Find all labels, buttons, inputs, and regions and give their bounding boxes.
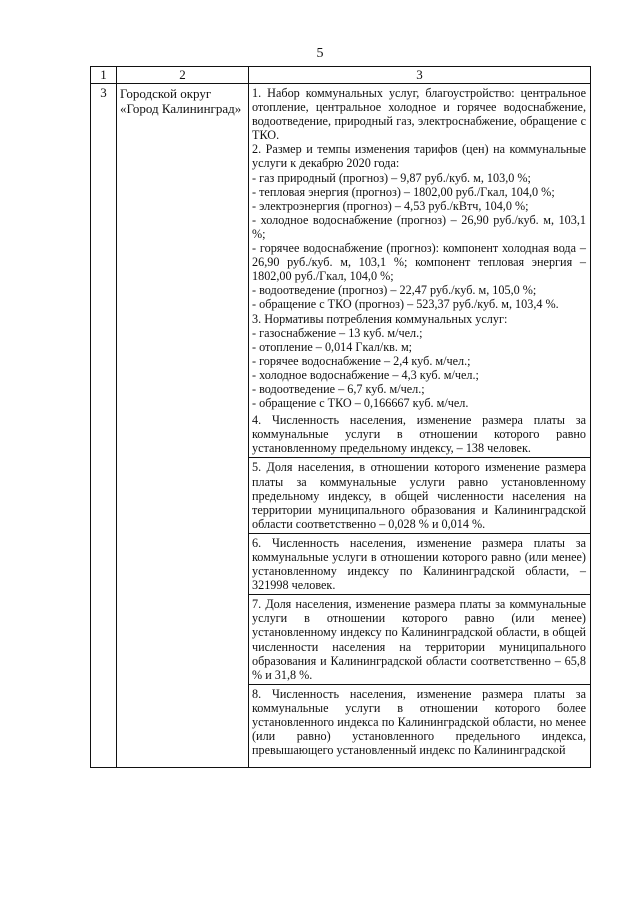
tariff-heat: - тепловая энергия (прогноз) – 1802,00 руб./Гкал, 104,0 %; (252, 184, 555, 199)
paragraph-6: 6. Численность населения, изменение размера платы за коммунальные услуги в отношении которого равно (или менее) установленному индексу по Калининградской области, – 321998 человек. (249, 534, 590, 595)
indicators-cell (249, 84, 591, 768)
tariff-waste: - обращение с ТКО (прогноз) – 523,37 руб./куб. м, 103,4 %. (252, 297, 559, 312)
norm-cold-water: - холодное водоснабжение – 4,3 куб. м/чел.; (252, 367, 479, 382)
paragraph-5: 5. Доля населения, в отношении которого изменение размера платы за коммунальные услуги равно установленному предельному индексу, в общей численности населения на территории муниципального образования и Калининградской области соответственно – 0,028 % и 0,014 %. (249, 458, 590, 533)
norm-hot-water: - горячее водоснабжение – 2,4 куб. м/чел.; (252, 353, 471, 368)
column-header-2: 2 (117, 67, 249, 84)
paragraph-4: 4. Численность населения, изменение размера платы за коммунальные услуги в отношении которого равно установленному предельному индексу, – 138 человек. (249, 411, 590, 458)
paragraph-7: 7. Доля населения, изменение размера платы за коммунальные услуги в отношении которого равно (или менее) установленному индексу по Калининградской области, в общей численности населения на территории муниципального образования и Калининградской области соответственно – 65,8 % и 31,8 %. (249, 595, 590, 685)
document-table (90, 66, 591, 768)
norm-sewerage: - водоотведение – 6,7 куб. м/чел.; (252, 381, 425, 396)
column-header-1: 1 (91, 67, 117, 84)
paragraph-8: 8. Численность населения, изменение размера платы за коммунальные услуги в отношении которого более установленного индекса по Калининградской области, но менее (или равно) установленного предельного индекса, превышающего установленный индекс по Калининградской (252, 686, 586, 758)
tariff-gas: - газ природный (прогноз) – 9,87 руб./куб. м, 103,0 %; (252, 170, 531, 185)
tariff-sewerage: - водоотведение (прогноз) – 22,47 руб./куб. м, 105,0 %; (252, 283, 537, 298)
table-header-row (91, 67, 591, 84)
column-header-3: 3 (249, 67, 591, 84)
norm-waste: - обращение с ТКО – 0,166667 куб. м/чел. (252, 396, 469, 411)
tariff-cold-water: - холодное водоснабжение (прогноз) – 26,90 руб./куб. м, 103,1 %; (252, 212, 586, 241)
paragraph-2-tariffs-heading: 2. Размер и темпы изменения тарифов (цен) на коммунальные услуги к декабрю 2020 года: (252, 142, 586, 171)
page-number: 5 (316, 46, 324, 61)
municipality-name: Городской округ «Город Калининград» (117, 84, 249, 768)
row-number: 3 (91, 84, 117, 768)
section-tariffs-and-norms (249, 84, 590, 411)
paragraph-1-services: 1. Набор коммунальных услуг, благоустройство: центральное отопление, центральное холодное и горячее водоснабжение, водоотведение, природный газ, электроснабжение, обращение с ТКО. (252, 86, 586, 143)
table-row (91, 84, 591, 768)
norm-heating: - отопление – 0,014 Гкал/кв. м; (252, 339, 413, 354)
paragraph-3-norms-heading: 3. Нормативы потребления коммунальных услуг: (252, 311, 508, 326)
tariff-hot-water: - горячее водоснабжение (прогноз): компонент холодная вода – 26,90 руб./куб. м, 103,1 %; компонент тепловая энергия – 1802,00 руб./Гкал, 104,0 %; (252, 241, 586, 284)
norm-gas: - газоснабжение – 13 куб. м/чел.; (252, 325, 423, 340)
tariff-electricity: - электроэнергия (прогноз) – 4,53 руб./кВтч, 104,0 %; (252, 198, 529, 213)
